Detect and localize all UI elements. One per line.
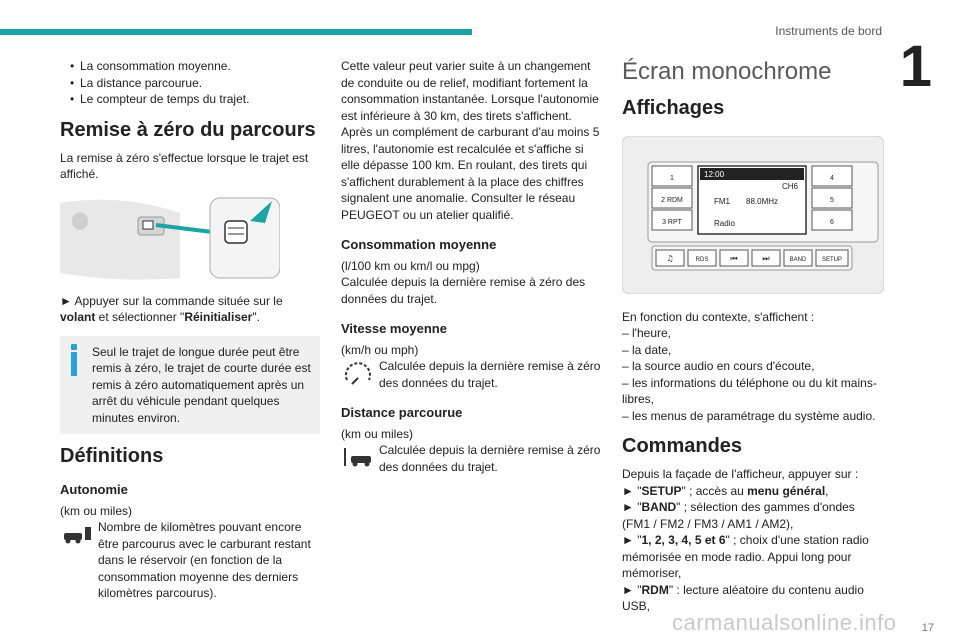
context-intro: En fonction du contexte, s'affichent : [622,309,815,324]
reset-text: La remise à zéro s'effectue lorsque le trajet est affiché. [60,150,309,181]
context-item: – la date, [622,342,672,357]
setup-button: SETUP [821,257,843,263]
preset-button-4: 4 [830,175,834,182]
command-key: SETUP [641,483,682,498]
distance-text: Calculée depuis la dernière remise à zéro des données du trajet. [379,443,601,474]
command-rdm: ► "RDM" : lecture aléatoire du contenu audio USB, [622,582,864,613]
press-suffix: ". [252,310,260,324]
press-mid: et sélectionner " [95,310,185,324]
preset-button-6: 6 [830,219,834,226]
autonomie-text: Nombre de kilomètres pouvant encore être parcourus avec le carburant restant dans le réservoir (en fonction de la consommation moyenne des derniers kilomètres parcourus). [98,520,311,600]
display-source: Radio [714,219,735,228]
column-1 [60,58,320,602]
band-button: BAND [789,257,807,263]
fuel-car-icon [60,519,94,549]
speedometer-icon [341,358,375,388]
context-item: – l'heure, [622,326,671,340]
steering-wheel-illustration [60,193,280,283]
distance-unit: (km ou miles) [341,426,414,441]
heading-distance: Distance parcourue [341,405,463,420]
header-accent-bar [0,29,472,35]
display-channel: CH6 [781,182,798,191]
music-button: ♫ [666,254,674,263]
command-key: 1, 2, 3, 4, 5 et 6 [641,533,726,547]
vitesse-text: Calculée depuis la dernière remise à zéro des données du trajet. [379,359,601,390]
list-item: • Le compteur de temps du trajet. [70,91,320,108]
command-text: " ; choix d'une station radio mémorisée en mode radio. Appui long pour mémoriser, [622,533,869,580]
chapter-number: 1 [899,34,932,99]
autonomie-row [60,519,320,602]
radio-display-illustration [622,136,884,294]
vitesse-row [341,358,605,391]
bullet-list [60,58,320,108]
command-text: " ; sélection des gammes d'ondes (FM1 / FM2 / FM3 / AM1 / AM2), [622,500,855,531]
list-item: • La consommation moyenne. [70,58,320,75]
info-icon [70,344,78,376]
heading-affichages: Affichages [622,97,725,119]
command-text: " ; accès au [681,483,748,498]
preset-button-1: 1 [670,175,674,182]
command-text: " : lecture aléatoire du contenu audio USB, [622,582,864,613]
conso-unit: (l/100 km ou km/l ou mpg) [341,258,480,273]
page-number: 17 [921,622,934,634]
command-end: , [825,483,829,498]
heading-consommation: Consommation moyenne [341,237,497,252]
autonomie-continuation: Cette valeur peut varier suite à un changement de conduite ou de relief, modifiant fortement la consommation instantanée. Lorsque l'autonomie est inférieure à 30 km, des tirets s'affichent. Après un complément de carburant d'au moins 5 litres, l'autonomie est recalculée et s'affiche si elle dépasse 100 km. En roulant, des tirets qui s'affichent durablement à la place des chiffres signalent une anomalie. Consulter le réseau PEUGEOT ou un atelier qualifié. [341,59,600,222]
press-instruction [60,293,320,326]
distance-row [341,442,605,475]
display-time: 12:00 [704,170,725,179]
commandes-intro: Depuis la façade de l'afficheur, appuyer sur : [622,467,859,481]
watermark: carmanualsonline.info [672,610,897,635]
press-prefix: ► Appuyer sur la commande située sur le [60,293,283,308]
press-bold-reinit: Réinitialiser [184,310,253,324]
heading-autonomie: Autonomie [60,482,128,497]
preset-button-2: 2 RDM [661,197,683,204]
heading-vitesse: Vitesse moyenne [341,321,447,336]
display-frequency: 88.0MHz [746,197,779,206]
preset-button-3: 3 RPT [662,219,682,226]
command-bold: menu général [747,483,826,498]
press-bold-volant: volant [60,310,96,324]
context-item: – les menus de paramétrage du système audio. [622,408,876,423]
context-item: – la source audio en cours d'écoute, [622,359,815,373]
section-title: Instruments de bord [775,24,882,38]
info-box [60,336,320,435]
command-key: RDM [641,582,669,597]
heading-commandes: Commandes [622,435,743,457]
command-band: ► "BAND" ; sélection des gammes d'ondes (FM1 / FM2 / FM3 / AM1 / AM2), [622,500,855,531]
conso-text: Calculée depuis la dernière remise à zéro des données du trajet. [341,275,586,306]
command-setup: ► "SETUP" ; accès au menu général, [622,483,829,498]
heading-ecran: Écran monochrome [622,58,832,85]
next-button: ⏭ [762,254,770,263]
heading-definitions: Définitions [60,445,164,467]
preset-button-5: 5 [830,197,834,204]
car-distance-icon [341,442,375,472]
previous-button: ⏮ [730,254,738,263]
autonomie-unit: (km ou miles) [60,503,133,518]
vitesse-unit: (km/h ou mph) [341,342,419,357]
command-presets: ► "1, 2, 3, 4, 5 et 6" ; choix d'une station radio mémorisée en mode radio. Appui long pour mémoriser, [622,533,869,580]
display-band: FM1 [714,197,730,206]
rds-button: RDS [695,257,709,263]
context-item: – les informations du téléphone ou du kit mains-libres, [622,375,877,406]
info-text: Seul le trajet de longue durée peut être remis à zéro, le trajet de courte durée est remis à zéro automatiquement après un arrêt du véhicule pendant quelques minutes environ. [92,344,311,425]
column-3 [622,58,886,615]
command-key: BAND [641,500,677,514]
heading-reset: Remise à zéro du parcours [60,118,316,141]
column-2 [341,58,605,475]
list-item: • La distance parcourue. [70,75,320,92]
